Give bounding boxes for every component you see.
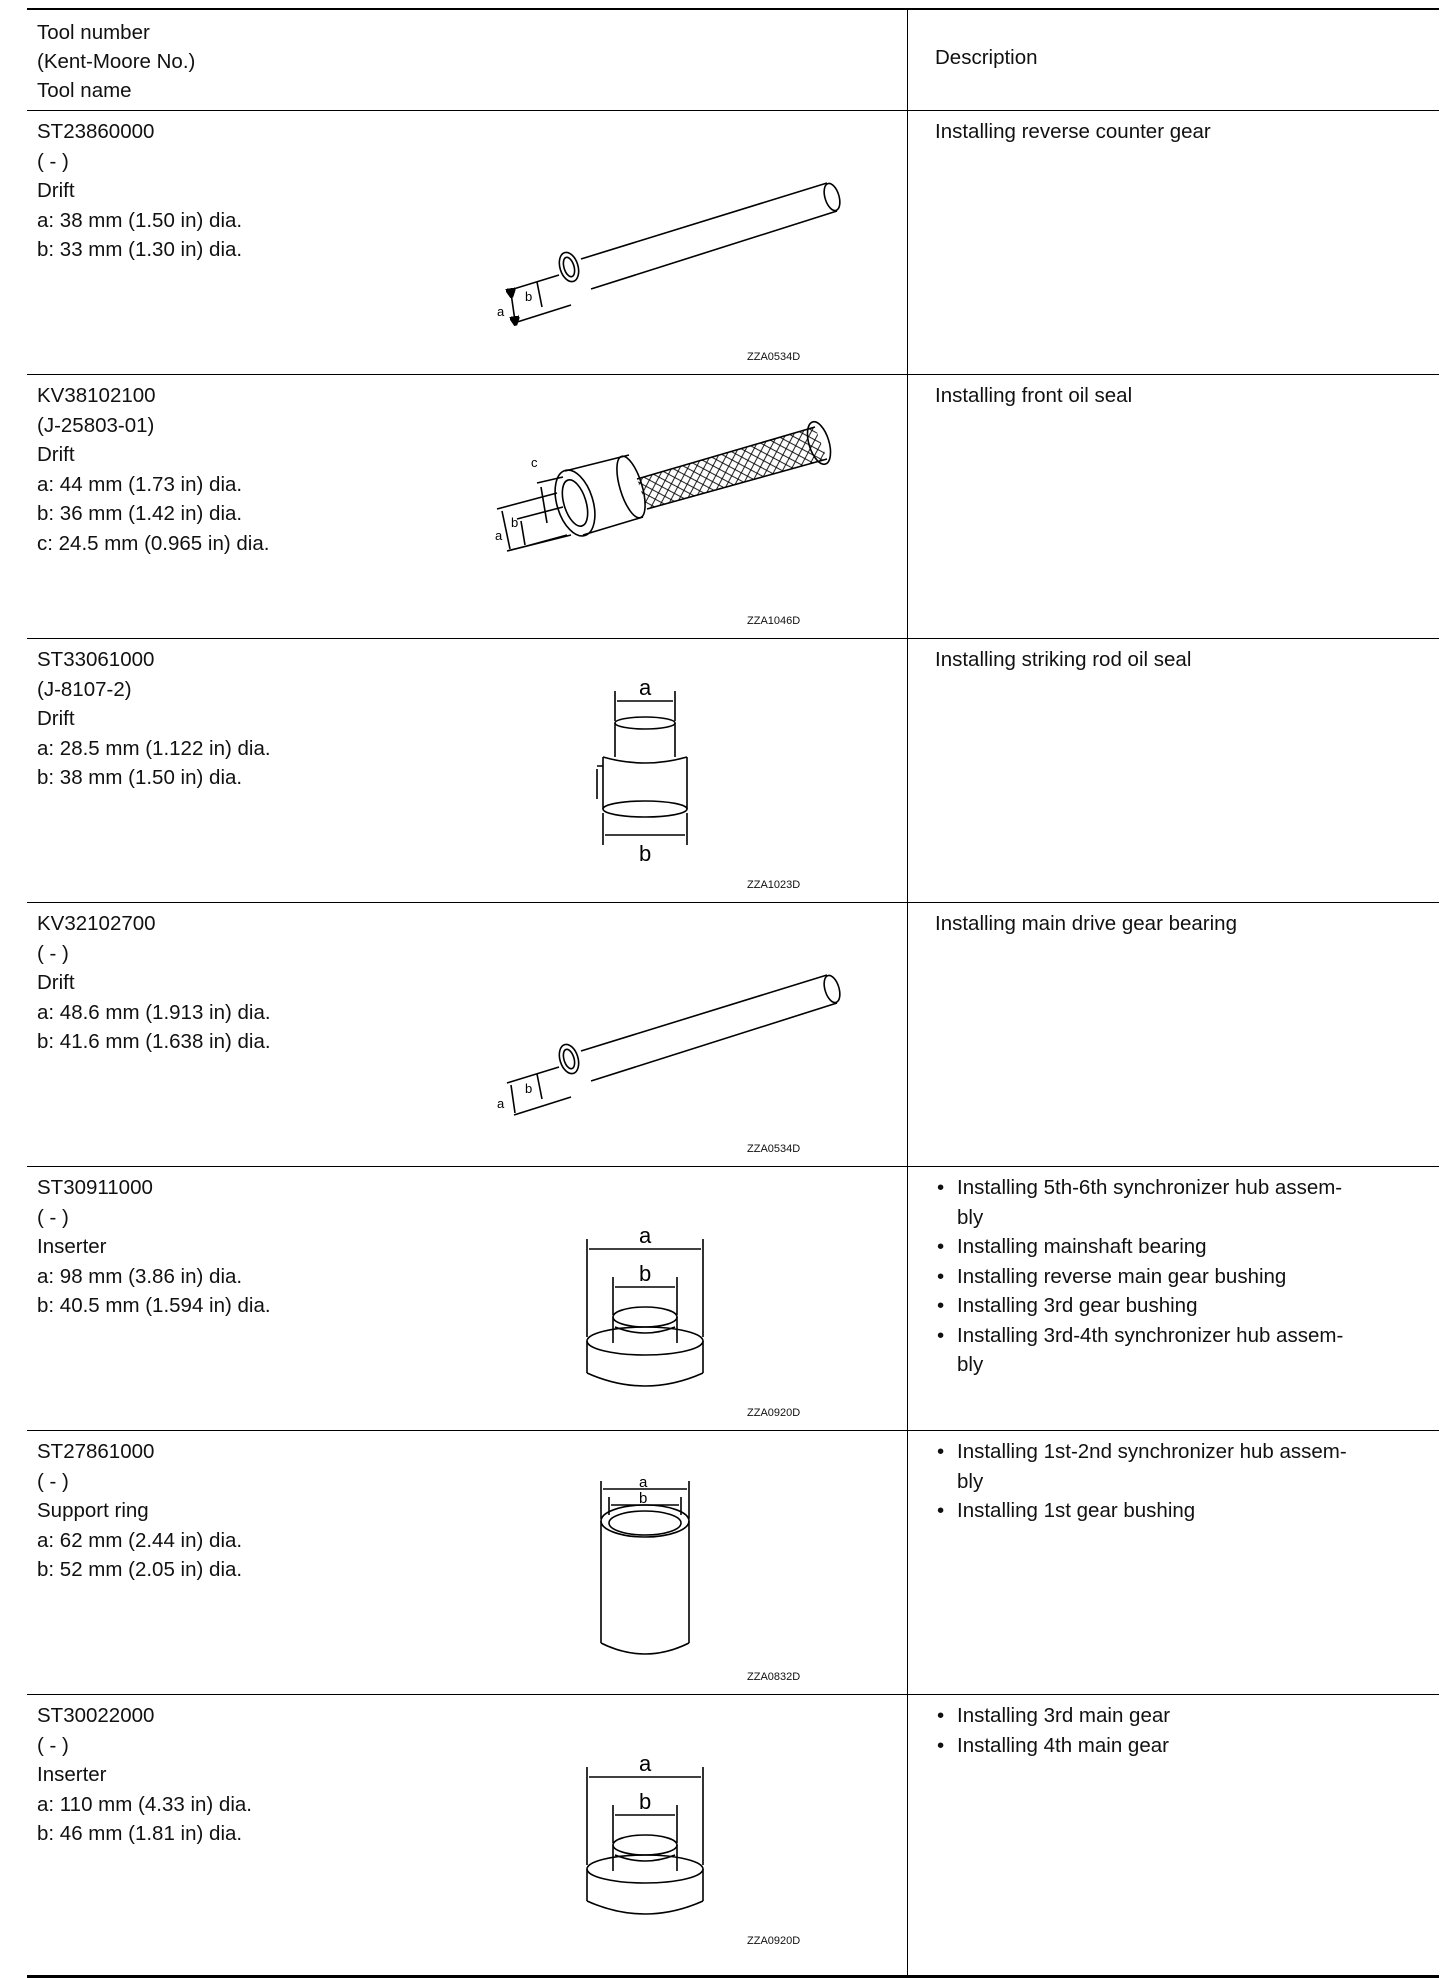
description-list <box>935 1701 1425 1760</box>
figure-code: ZZA0534D <box>747 351 801 363</box>
list-item <box>935 1701 1425 1731</box>
list-item-text: • Installing 5th-6th synchronizer hub assem- <box>957 1176 1343 1199</box>
figure-label-b: b <box>639 841 652 866</box>
list-item <box>935 1262 1425 1292</box>
spec-a: a: 62 mm (2.44 in) dia. <box>37 1528 243 1552</box>
description <box>935 1437 1425 1526</box>
kent-moore-number: (J-25803-01) <box>37 413 155 437</box>
list-item-text: • Installing 3rd gear bushing <box>957 1294 1198 1317</box>
description <box>935 1173 1425 1380</box>
kent-moore-number: (J-8107-2) <box>37 677 132 701</box>
description-text: Installing front oil seal <box>935 384 1133 407</box>
header-tool-name: Tool name <box>37 79 132 102</box>
tool-info <box>37 1437 242 1585</box>
tool-name: Support ring <box>37 1499 149 1522</box>
list-item <box>935 1731 1425 1761</box>
list-item <box>935 1437 1425 1496</box>
tool-name: Drift <box>37 707 75 730</box>
list-item-text: • Installing 4th main gear <box>957 1733 1169 1757</box>
tool-name: Drift <box>37 443 75 466</box>
tool-name: Inserter <box>37 1763 107 1786</box>
tool-info <box>37 117 242 265</box>
list-item <box>935 1173 1425 1232</box>
figure-label-b: b <box>639 1789 652 1814</box>
tool-number: ST33061000 <box>37 648 155 671</box>
description-text: Installing striking rod oil seal <box>935 648 1192 671</box>
tool-info <box>37 909 271 1057</box>
spec-b: b: 41.6 mm (1.638 in) dia. <box>37 1030 271 1053</box>
figure-code: ZZA0920D <box>747 1935 801 1947</box>
list-item-text: • Installing 3rd main gear <box>957 1704 1171 1727</box>
list-item-text: • Installing reverse main gear bushing <box>957 1264 1287 1288</box>
list-item-text-cont: bly <box>957 1469 984 1493</box>
inserter-figure <box>497 1695 847 1957</box>
description-text: Installing main drive gear bearing <box>935 912 1237 935</box>
spec-c: c: 24.5 mm (0.965 in) dia. <box>37 531 270 555</box>
spec-b: b: 36 mm (1.42 in) dia. <box>37 502 243 525</box>
table-row <box>27 1167 1439 1431</box>
header-tool-column <box>37 18 195 105</box>
kent-moore-number: ( - ) <box>37 1205 69 1229</box>
figure-label-a: a <box>639 1751 652 1776</box>
description-list <box>935 1173 1425 1380</box>
list-item <box>935 1321 1425 1380</box>
spec-b: b: 38 mm (1.50 in) dia. <box>37 766 243 789</box>
tool-name: Drift <box>37 971 75 994</box>
description <box>935 645 1425 675</box>
kent-moore-number: ( - ) <box>37 1469 69 1493</box>
figure-label-a: a <box>639 1223 652 1248</box>
spec-b: b: 33 mm (1.30 in) dia. <box>37 238 243 261</box>
list-item-text: • Installing 1st gear bushing <box>957 1499 1196 1522</box>
spec-a: a: 44 mm (1.73 in) dia. <box>37 472 243 496</box>
table-row <box>27 375 1439 639</box>
special-tools-table <box>27 8 1439 1978</box>
figure-label-a: a <box>639 675 652 700</box>
tool-number: KV38102100 <box>37 384 156 407</box>
stepped-drift-figure <box>497 639 847 901</box>
figure-code: ZZA0534D <box>747 1143 801 1155</box>
spec-a: a: 28.5 mm (1.122 in) dia. <box>37 736 271 760</box>
spec-b: b: 46 mm (1.81 in) dia. <box>37 1822 243 1845</box>
figure-label-a: a <box>497 304 505 319</box>
inserter-figure <box>497 1167 847 1429</box>
support-ring-figure <box>497 1431 847 1693</box>
table-row <box>27 1695 1439 1959</box>
figure-label-a: a <box>497 1096 505 1111</box>
knurled-drift-figure <box>497 375 847 637</box>
kent-moore-number: ( - ) <box>37 1733 69 1757</box>
spec-a: a: 38 mm (1.50 in) dia. <box>37 208 243 232</box>
tool-name: Inserter <box>37 1235 107 1258</box>
tool-info <box>37 1173 271 1321</box>
figure-label-b: b <box>639 1490 648 1507</box>
tool-info <box>37 645 271 793</box>
tool-name: Drift <box>37 179 75 202</box>
spec-a: a: 110 mm (4.33 in) dia. <box>37 1792 252 1816</box>
drift-tube-figure <box>497 903 847 1165</box>
table-header <box>27 10 1439 111</box>
list-item-text: • Installing 1st-2nd synchronizer hub assem- <box>957 1440 1347 1463</box>
figure-label-a: a <box>639 1474 648 1491</box>
drift-tube-figure <box>497 111 847 373</box>
description <box>935 117 1425 147</box>
figure-label-a: a <box>495 528 503 543</box>
figure-label-b: b <box>525 1081 533 1096</box>
description <box>935 1701 1425 1760</box>
table-row <box>27 639 1439 903</box>
header-description: Description <box>935 46 1038 69</box>
list-item-text: • Installing mainshaft bearing <box>957 1235 1207 1258</box>
list-item-text-cont: bly <box>957 1205 984 1229</box>
spec-b: b: 52 mm (2.05 in) dia. <box>37 1558 243 1581</box>
list-item <box>935 1291 1425 1321</box>
tool-number: ST30911000 <box>37 1176 153 1199</box>
spec-b: b: 40.5 mm (1.594 in) dia. <box>37 1294 271 1317</box>
list-item <box>935 1232 1425 1262</box>
description-text: Installing reverse counter gear <box>935 120 1211 143</box>
list-item-text: • Installing 3rd-4th synchronizer hub assem- <box>957 1323 1344 1347</box>
figure-code: ZZA1046D <box>747 615 801 627</box>
table-row <box>27 903 1439 1167</box>
spec-a: a: 48.6 mm (1.913 in) dia. <box>37 1000 271 1024</box>
table-row <box>27 1431 1439 1695</box>
header-kent-moore: (Kent-Moore No.) <box>37 50 196 73</box>
figure-label-b: b <box>525 289 533 304</box>
description <box>935 381 1425 411</box>
figure-label-b: b <box>511 515 519 530</box>
spec-a: a: 98 mm (3.86 in) dia. <box>37 1264 243 1288</box>
kent-moore-number: ( - ) <box>37 941 69 965</box>
list-item-text-cont: bly <box>957 1353 984 1376</box>
figure-label-b: b <box>639 1261 652 1286</box>
list-item <box>935 1496 1425 1526</box>
tool-number: ST27861000 <box>37 1440 155 1463</box>
tool-number: ST30022000 <box>37 1704 155 1727</box>
figure-code: ZZA0832D <box>747 1671 801 1683</box>
description <box>935 909 1425 939</box>
kent-moore-number: ( - ) <box>37 149 69 173</box>
tool-info <box>37 1701 252 1849</box>
tool-info <box>37 381 269 558</box>
table-row <box>27 111 1439 375</box>
tool-number: ST23860000 <box>37 120 155 143</box>
tool-number: KV32102700 <box>37 912 156 935</box>
header-tool-number: Tool number <box>37 21 150 44</box>
figure-code: ZZA1023D <box>747 879 801 891</box>
figure-code: ZZA0920D <box>747 1407 801 1419</box>
description-list <box>935 1437 1425 1526</box>
figure-label-c: c <box>531 455 538 470</box>
